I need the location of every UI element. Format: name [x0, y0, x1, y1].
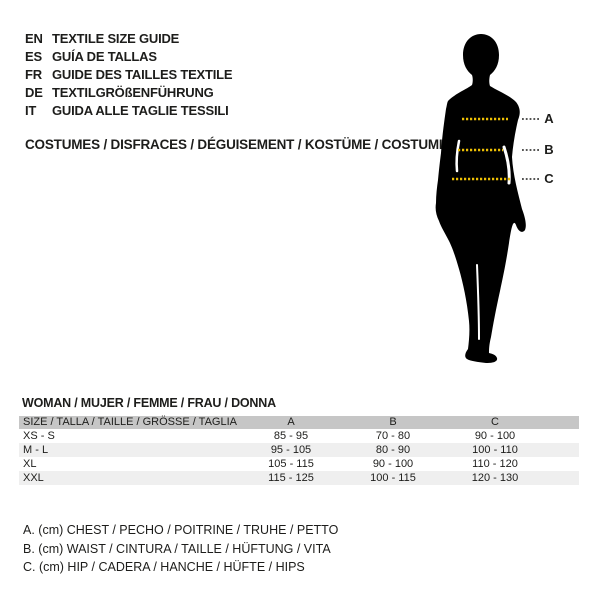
row-a-value: 85 - 95 [273, 430, 309, 442]
measurement-legend [23, 521, 338, 577]
language-title: TEXTILE SIZE GUIDE [52, 31, 180, 46]
language-title: GUIDE DES TAILLES TEXTILE [52, 67, 233, 82]
language-row-es [25, 48, 232, 66]
legend-chest: A. (cm) CHEST / PECHO / POITRINE / TRUHE / PETTO [23, 523, 339, 537]
language-code: ES [25, 49, 42, 64]
table-header-row [19, 416, 579, 429]
row-size: M - L [23, 444, 49, 456]
row-b-value: 80 - 90 [375, 444, 411, 456]
marker-a-label: A [544, 111, 554, 126]
row-c-value: 100 - 110 [472, 444, 518, 456]
language-code: IT [25, 103, 37, 118]
woman-silhouette-figure [425, 25, 560, 373]
table-row [19, 429, 579, 443]
row-size: XS - S [23, 430, 55, 442]
language-title: GUIDA ALLE TAGLIE TESSILI [52, 103, 229, 118]
legend-hip: C. (cm) HIP / CADERA / HANCHE / HÜFTE / HIPS [23, 560, 305, 574]
row-a-value: 95 - 105 [270, 444, 312, 456]
header-a: A [287, 416, 295, 428]
table-row [19, 471, 579, 485]
row-a-value: 115 - 125 [268, 472, 314, 484]
language-code: FR [25, 67, 42, 82]
header-b: B [389, 416, 397, 428]
language-row-de [25, 84, 232, 102]
language-title: TEXTILGRÖßENFÜHRUNG [52, 85, 214, 100]
row-c-value: 90 - 100 [474, 430, 516, 442]
language-code: EN [25, 31, 43, 46]
header-size: SIZE / TALLA / TAILLE / GRÖSSE / TAGLIA [23, 416, 237, 428]
row-c-value: 120 - 130 [471, 472, 519, 484]
row-b-value: 100 - 115 [370, 472, 416, 484]
language-row-en [25, 30, 232, 48]
marker-b-label: B [544, 142, 554, 157]
language-row-it [25, 102, 232, 120]
row-b-value: 90 - 100 [372, 458, 414, 470]
row-size: XXL [23, 472, 44, 484]
row-c-value: 110 - 120 [472, 458, 518, 470]
header-c: C [491, 416, 499, 428]
row-a-value: 105 - 115 [268, 458, 314, 470]
row-size: XL [23, 458, 37, 470]
table-row [19, 457, 579, 471]
language-title-list [25, 30, 232, 120]
table-row [19, 443, 579, 457]
language-row-fr [25, 66, 232, 84]
marker-c-label: C [544, 171, 554, 186]
category-title: COSTUMES / DISFRACES / DÉGUISEMENT / KOSTÜME / COSTUMI [25, 137, 443, 152]
woman-silhouette [436, 34, 526, 363]
size-table [19, 416, 579, 485]
language-title: GUÍA DE TALLAS [52, 49, 157, 64]
row-b-value: 70 - 80 [375, 430, 411, 442]
language-code: DE [25, 85, 43, 100]
legend-waist: B. (cm) WAIST / CINTURA / TAILLE / HÜFTUNG / VITA [23, 541, 331, 556]
section-title-woman: WOMAN / MUJER / FEMME / FRAU / DONNA [22, 396, 276, 410]
